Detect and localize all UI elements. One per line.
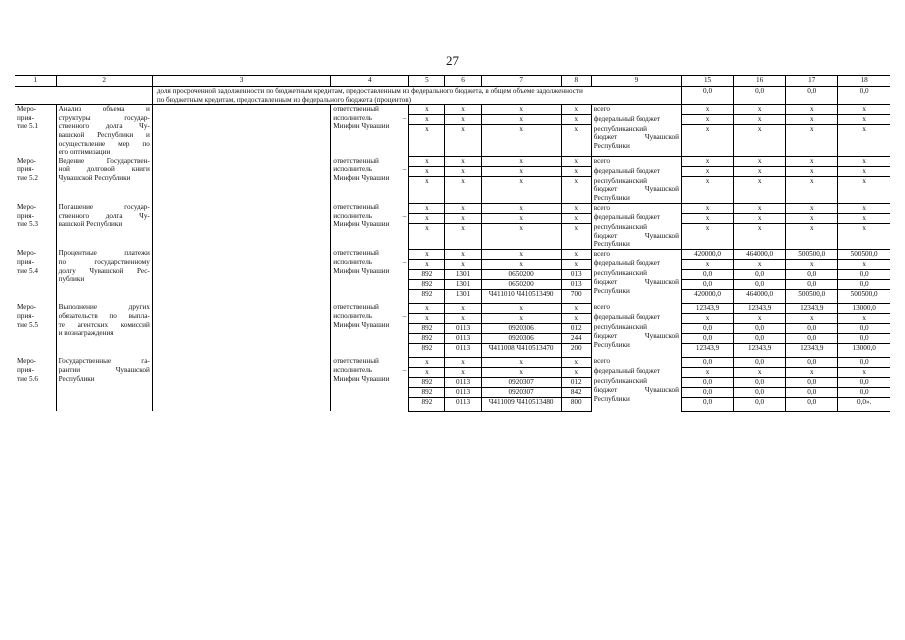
- budget-code-c7: 0920307: [481, 387, 561, 397]
- funding-value: 12343,9: [681, 303, 733, 313]
- budget-code-c8: x: [561, 249, 591, 259]
- funding-value: 0,0: [681, 323, 733, 333]
- funding-value: x: [734, 367, 786, 377]
- budget-code-c8: x: [561, 125, 591, 157]
- funding-value: 0,0: [838, 377, 890, 387]
- budget-code-c7: x: [481, 167, 561, 177]
- funding-source: федеральный бюджет: [591, 259, 681, 269]
- measure-label: Меро- прия- тие 5.4: [17, 249, 38, 275]
- funding-value: x: [838, 223, 890, 249]
- funding-value: 0,0: [786, 397, 838, 411]
- funding-value: 420000,0: [681, 289, 733, 303]
- budget-code-c5: 892: [409, 377, 445, 387]
- measure-name: Погашение государ- ственного долга Чу- вашской Республики: [56, 203, 152, 249]
- funding-value: x: [681, 213, 733, 223]
- responsible-executor: ответственный исполнитель – Минфин Чувашии: [331, 203, 409, 249]
- funding-value: 13000,0: [838, 343, 890, 357]
- col-header: 3: [152, 76, 330, 87]
- budget-code-c5: x: [409, 357, 445, 367]
- indicator-row: [15, 87, 890, 105]
- budget-code-c7: x: [481, 203, 561, 213]
- funding-value: x: [734, 203, 786, 213]
- funding-value: 13000,0: [838, 303, 890, 313]
- budget-code-c5: x: [409, 105, 445, 115]
- funding-value: x: [838, 167, 890, 177]
- funding-value: x: [786, 115, 838, 125]
- col-header: 9: [591, 76, 681, 87]
- budget-code-c6: x: [445, 203, 481, 213]
- budget-code-c8: x: [561, 303, 591, 313]
- budget-code-c7: x: [481, 249, 561, 259]
- budget-code-c8: x: [561, 367, 591, 377]
- budget-code-c8: 013: [561, 269, 591, 279]
- funding-source: республиканский бюджет Чувашской Республики: [591, 323, 681, 357]
- funding-value: x: [681, 157, 733, 167]
- budget-code-c7: x: [481, 223, 561, 249]
- budget-code-c8: x: [561, 313, 591, 323]
- funding-source: республиканский бюджет Чувашской Республики: [591, 223, 681, 249]
- indicator-line: доля просроченной задолженности по бюджетным кредитам, предоставленным из федерального бюджета, в общем объеме задолженности: [156, 87, 583, 95]
- budget-code-c6: 1301: [445, 289, 481, 303]
- indicator-value: 0,0: [681, 87, 733, 105]
- funding-value: x: [681, 105, 733, 115]
- budget-code-c6: x: [445, 167, 481, 177]
- funding-source: всего: [591, 357, 681, 367]
- funding-value: 12343,9: [786, 343, 838, 357]
- funding-source: республиканский бюджет Чувашской Республики: [591, 377, 681, 411]
- page-number: 27: [446, 53, 459, 68]
- funding-value: 0,0: [681, 387, 733, 397]
- funding-value: x: [838, 177, 890, 203]
- funding-source: федеральный бюджет: [591, 213, 681, 223]
- table-row: [15, 203, 890, 213]
- budget-code-c6: x: [445, 213, 481, 223]
- budget-code-c7: x: [481, 125, 561, 157]
- funding-value: 0,0: [681, 397, 733, 411]
- measure-label: Меро- прия- тие 5.5: [17, 303, 38, 329]
- budget-code-c5: x: [409, 259, 445, 269]
- budget-code-c5: 892: [409, 269, 445, 279]
- funding-value: 12343,9: [786, 303, 838, 313]
- budget-code-c7: 0920307: [481, 377, 561, 387]
- funding-value: x: [786, 157, 838, 167]
- budget-code-c6: x: [445, 249, 481, 259]
- table-row: [15, 357, 890, 367]
- funding-source: республиканский бюджет Чувашской Республики: [591, 177, 681, 203]
- budget-code-c7: x: [481, 213, 561, 223]
- budget-code-c7: Ч411008 Ч410513470: [481, 343, 561, 357]
- budget-code-c6: 1301: [445, 269, 481, 279]
- funding-value: 0,0: [838, 323, 890, 333]
- funding-source: всего: [591, 203, 681, 213]
- table-row: [15, 157, 890, 167]
- funding-value: x: [681, 313, 733, 323]
- funding-value: x: [734, 157, 786, 167]
- table-row: [15, 303, 890, 313]
- funding-value: 420000,0: [681, 249, 733, 259]
- budget-code-c5: x: [409, 367, 445, 377]
- funding-value: 0,0: [786, 279, 838, 289]
- budget-code-c7: x: [481, 105, 561, 115]
- budget-code-c6: 0113: [445, 343, 481, 357]
- col-header: 8: [561, 76, 591, 87]
- budget-code-c8: x: [561, 223, 591, 249]
- funding-value: 500500,0: [786, 289, 838, 303]
- budget-code-c7: Ч411009 Ч410513480: [481, 397, 561, 411]
- budget-code-c5: x: [409, 157, 445, 167]
- funding-value: x: [838, 367, 890, 377]
- budget-code-c7: x: [481, 177, 561, 203]
- funding-value: 12343,9: [681, 343, 733, 357]
- col-header: 7: [481, 76, 561, 87]
- funding-value: x: [838, 259, 890, 269]
- funding-value: 0,0: [734, 357, 786, 367]
- budget-code-c6: x: [445, 115, 481, 125]
- funding-value: 0,0: [734, 333, 786, 343]
- budget-code-c6: x: [445, 105, 481, 115]
- indicator-value: 0,0: [786, 87, 838, 105]
- funding-value: 12343,9: [734, 303, 786, 313]
- funding-value: x: [681, 223, 733, 249]
- budget-code-c8: 244: [561, 333, 591, 343]
- funding-value: x: [734, 223, 786, 249]
- funding-value: x: [734, 125, 786, 157]
- funding-value: x: [838, 203, 890, 213]
- funding-value: 0,0: [681, 333, 733, 343]
- budget-code-c8: x: [561, 167, 591, 177]
- budget-code-c8: x: [561, 157, 591, 167]
- header-row: [15, 76, 890, 87]
- budget-code-c5: x: [409, 213, 445, 223]
- funding-value: x: [734, 105, 786, 115]
- col-header: 1: [15, 76, 56, 87]
- funding-value: x: [838, 115, 890, 125]
- funding-value: 0,0: [786, 333, 838, 343]
- funding-value: 0,0: [786, 323, 838, 333]
- budget-code-c5: x: [409, 167, 445, 177]
- funding-value: 0,0: [838, 279, 890, 289]
- budget-code-c6: x: [445, 125, 481, 157]
- col-header: 5: [409, 76, 445, 87]
- funding-value: 500500,0: [838, 249, 890, 259]
- funding-value: x: [786, 167, 838, 177]
- budget-code-c5: 892: [409, 387, 445, 397]
- budget-code-c6: 0113: [445, 333, 481, 343]
- funding-value: x: [786, 105, 838, 115]
- col-header: 16: [734, 76, 786, 87]
- measure-label: Меро- прия- тие 5.2: [17, 156, 38, 182]
- indicator-line: по бюджетным кредитам, предоставленным из федерального бюджета (процентов): [156, 95, 412, 104]
- budget-code-c7: x: [481, 313, 561, 323]
- funding-value: 500500,0: [786, 249, 838, 259]
- budget-code-c8: x: [561, 357, 591, 367]
- funding-value: 0,0: [734, 269, 786, 279]
- funding-source: всего: [591, 249, 681, 259]
- budget-code-c5: x: [409, 125, 445, 157]
- col-header: 18: [838, 76, 890, 87]
- funding-source: всего: [591, 303, 681, 313]
- responsible-executor: ответственный исполнитель – Минфин Чувашии: [331, 303, 409, 357]
- budget-code-c5: x: [409, 115, 445, 125]
- budget-code-c6: x: [445, 259, 481, 269]
- empty-cell: [152, 157, 330, 203]
- measure-label: Меро- прия- тие 5.1: [17, 105, 38, 131]
- responsible-executor: ответственный исполнитель – Минфин Чувашии: [331, 157, 409, 203]
- empty-cell: [152, 105, 330, 157]
- funding-value: 0,0: [838, 357, 890, 367]
- budget-code-c6: 0113: [445, 377, 481, 387]
- responsible-executor: ответственный исполнитель – Минфин Чувашии: [331, 357, 409, 411]
- funding-value: 500500,0: [838, 289, 890, 303]
- funding-value: x: [786, 125, 838, 157]
- funding-source: всего: [591, 105, 681, 115]
- funding-value: x: [838, 105, 890, 115]
- funding-value: x: [734, 115, 786, 125]
- funding-value: x: [681, 167, 733, 177]
- funding-value: 464000,0: [734, 249, 786, 259]
- budget-code-c8: x: [561, 105, 591, 115]
- funding-value: 0,0: [734, 279, 786, 289]
- funding-value: 0,0: [681, 377, 733, 387]
- budget-code-c7: Ч411010 Ч410513490: [481, 289, 561, 303]
- empty-cell: [152, 303, 330, 357]
- budget-code-c6: x: [445, 157, 481, 167]
- table-row: [15, 105, 890, 115]
- funding-value: x: [786, 259, 838, 269]
- indicator-value: 0,0: [838, 87, 890, 105]
- budget-code-c5: 892: [409, 323, 445, 333]
- funding-value: x: [681, 259, 733, 269]
- funding-value: 0,0: [681, 269, 733, 279]
- funding-value: x: [786, 367, 838, 377]
- funding-value: x: [838, 313, 890, 323]
- funding-value: x: [734, 177, 786, 203]
- measure-name: Процентные платежи по государственному долгу Чувашской Рес- публики: [56, 249, 152, 303]
- budget-code-c7: 0650200: [481, 269, 561, 279]
- budget-code-c6: 0113: [445, 397, 481, 411]
- budget-code-c7: 0920306: [481, 333, 561, 343]
- budget-code-c5: x: [409, 249, 445, 259]
- empty-cell: [152, 249, 330, 303]
- table-row: [15, 249, 890, 259]
- budget-code-c6: x: [445, 313, 481, 323]
- funding-value: 0,0: [838, 387, 890, 397]
- budget-code-c7: x: [481, 157, 561, 167]
- budget-code-c7: 0920306: [481, 323, 561, 333]
- responsible-executor: ответственный исполнитель – Минфин Чувашии: [331, 105, 409, 157]
- budget-code-c7: 0650200: [481, 279, 561, 289]
- funding-value: 464000,0: [734, 289, 786, 303]
- funding-value: 0,0: [786, 377, 838, 387]
- funding-value: x: [734, 259, 786, 269]
- indicator-text: [152, 87, 681, 105]
- budget-code-c7: x: [481, 367, 561, 377]
- budget-code-c5: x: [409, 313, 445, 323]
- funding-value: 0,0: [734, 377, 786, 387]
- funding-value: x: [838, 213, 890, 223]
- budget-code-c7: x: [481, 115, 561, 125]
- funding-source: федеральный бюджет: [591, 167, 681, 177]
- funding-value: x: [786, 223, 838, 249]
- funding-value: x: [681, 203, 733, 213]
- budget-code-c8: x: [561, 115, 591, 125]
- funding-value: x: [734, 313, 786, 323]
- funding-source: федеральный бюджет: [591, 367, 681, 377]
- budget-code-c6: x: [445, 223, 481, 249]
- budget-code-c5: 892: [409, 333, 445, 343]
- funding-value: x: [681, 177, 733, 203]
- funding-value: x: [681, 125, 733, 157]
- budget-code-c5: 892: [409, 397, 445, 411]
- budget-code-c5: 892: [409, 279, 445, 289]
- funding-value: 0,0: [786, 387, 838, 397]
- funding-value: 0,0: [838, 269, 890, 279]
- budget-code-c5: x: [409, 203, 445, 213]
- funding-source: республиканский бюджет Чувашской Республики: [591, 125, 681, 157]
- budget-code-c8: 842: [561, 387, 591, 397]
- funding-value: 0,0: [681, 357, 733, 367]
- budget-code-c5: x: [409, 177, 445, 203]
- budget-code-c8: x: [561, 203, 591, 213]
- funding-value: x: [681, 367, 733, 377]
- funding-value: x: [786, 177, 838, 203]
- empty-cell: [152, 203, 330, 249]
- funding-value: 0,0: [734, 387, 786, 397]
- program-table: [15, 75, 890, 412]
- budget-code-c8: x: [561, 177, 591, 203]
- budget-code-c6: x: [445, 367, 481, 377]
- funding-value: x: [734, 167, 786, 177]
- funding-value: 12343,9: [734, 343, 786, 357]
- col-header: 4: [331, 76, 409, 87]
- budget-code-c6: x: [445, 177, 481, 203]
- funding-value: x: [786, 213, 838, 223]
- funding-value: x: [838, 125, 890, 157]
- budget-code-c8: 800: [561, 397, 591, 411]
- budget-code-c5: x: [409, 303, 445, 313]
- funding-value: x: [681, 115, 733, 125]
- funding-value: x: [786, 203, 838, 213]
- budget-code-c5: 892: [409, 289, 445, 303]
- funding-source: федеральный бюджет: [591, 313, 681, 323]
- measure-label: Меро- прия- тие 5.3: [17, 203, 38, 229]
- budget-code-c8: 200: [561, 343, 591, 357]
- funding-source: федеральный бюджет: [591, 115, 681, 125]
- empty-cell: [152, 357, 330, 411]
- budget-code-c8: 012: [561, 323, 591, 333]
- measure-name: Анализ объема и структуры государ- ственного долга Чу- вашской Республики и осуществление мер по его оптимизации: [56, 105, 152, 157]
- funding-value: x: [838, 157, 890, 167]
- indicator-value: 0,0: [734, 87, 786, 105]
- budget-code-c6: 0113: [445, 323, 481, 333]
- budget-code-c8: 013: [561, 279, 591, 289]
- budget-code-c6: 0113: [445, 387, 481, 397]
- funding-source: республиканский бюджет Чувашской Республики: [591, 269, 681, 303]
- budget-code-c8: x: [561, 213, 591, 223]
- funding-value: x: [734, 213, 786, 223]
- budget-code-c6: 1301: [445, 279, 481, 289]
- col-header: 2: [56, 76, 152, 87]
- col-header: 6: [445, 76, 481, 87]
- funding-source: всего: [591, 157, 681, 167]
- budget-code-c8: 012: [561, 377, 591, 387]
- budget-code-c5: x: [409, 223, 445, 249]
- responsible-executor: ответственный исполнитель – Минфин Чувашии: [331, 249, 409, 303]
- funding-value: 0,0: [838, 333, 890, 343]
- col-header: 17: [786, 76, 838, 87]
- funding-value: 0,0: [786, 269, 838, 279]
- measure-name: Государственные га- рантии Чувашской Республики: [56, 357, 152, 411]
- budget-code-c5: 892: [409, 343, 445, 357]
- budget-code-c6: x: [445, 303, 481, 313]
- funding-value: 0,0».: [838, 397, 890, 411]
- budget-code-c7: x: [481, 357, 561, 367]
- funding-value: 0,0: [681, 279, 733, 289]
- funding-value: 0,0: [786, 357, 838, 367]
- funding-value: x: [786, 313, 838, 323]
- measure-label: Меро- прия- тие 5.6: [17, 357, 38, 383]
- measure-name: Ведение Государствен- ной долговой книги Чувашской Республики: [56, 157, 152, 203]
- measure-name: Выполнение других обязательств по выпла- те агентских комиссий и вознаграждения: [56, 303, 152, 357]
- funding-value: 0,0: [734, 323, 786, 333]
- col-header: 15: [681, 76, 733, 87]
- budget-code-c6: x: [445, 357, 481, 367]
- budget-code-c7: x: [481, 303, 561, 313]
- budget-code-c8: x: [561, 259, 591, 269]
- budget-code-c7: x: [481, 259, 561, 269]
- funding-value: 0,0: [734, 397, 786, 411]
- budget-code-c8: 700: [561, 289, 591, 303]
